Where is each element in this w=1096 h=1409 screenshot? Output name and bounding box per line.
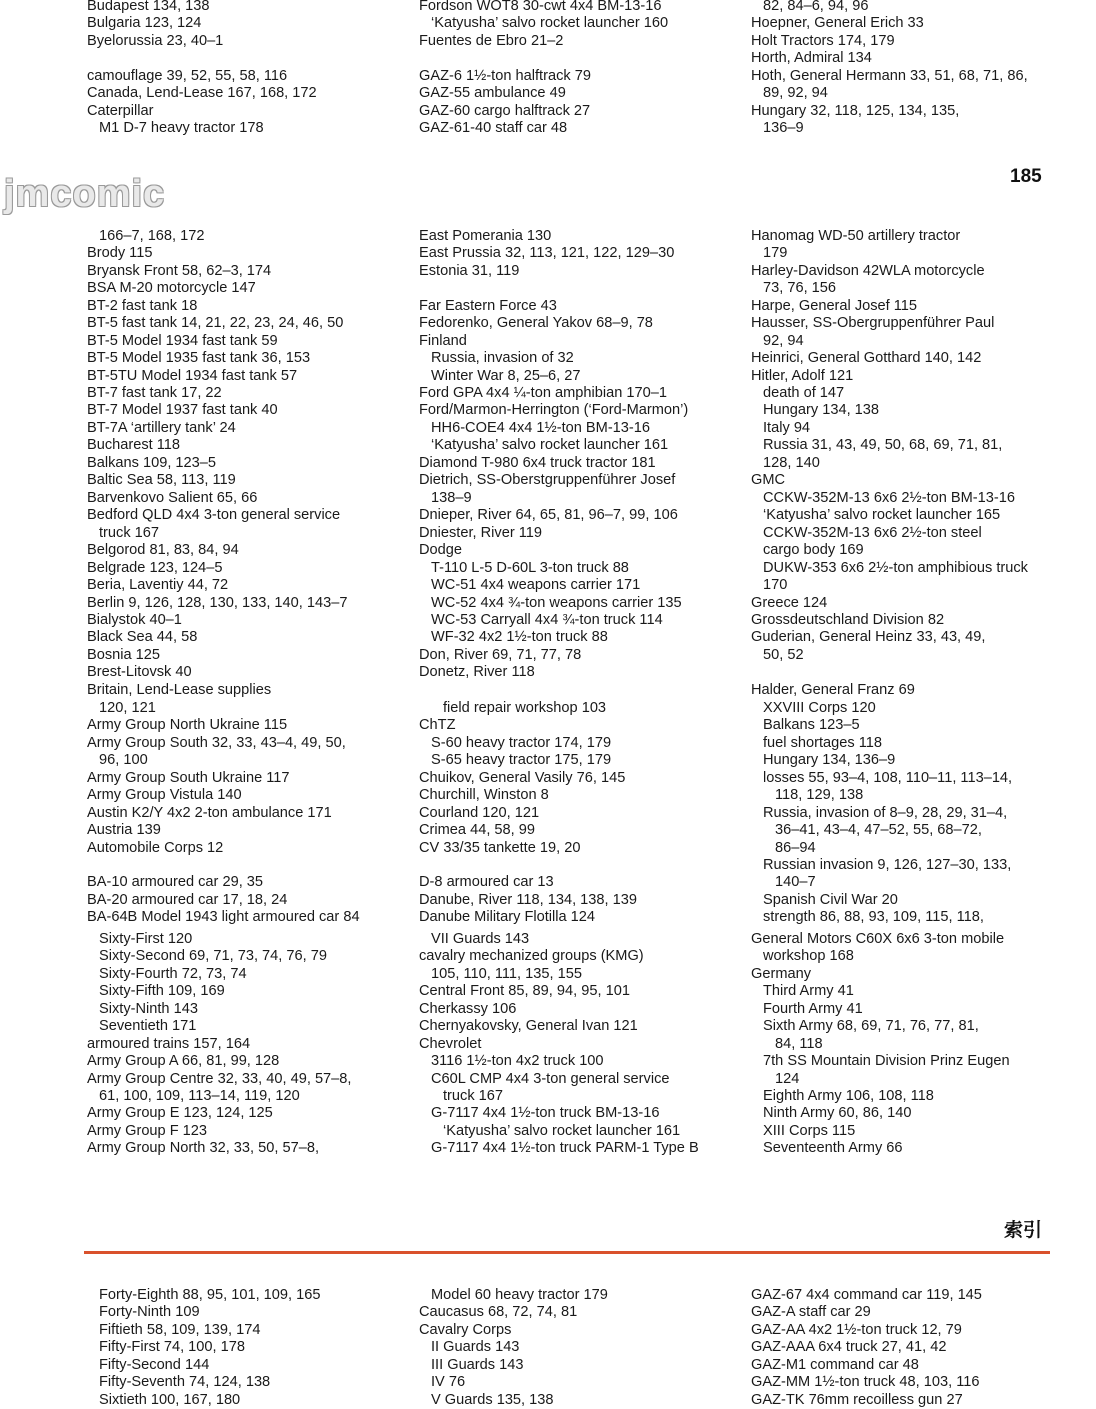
index-entry: 140–7 <box>775 874 816 891</box>
index-entry: S-65 heavy tractor 175, 179 <box>431 752 612 769</box>
index-entry: C60L CMP 4x4 3-ton general service <box>431 1070 670 1087</box>
index-entry: Bucharest 118 <box>87 437 181 454</box>
index-column-2 <box>419 700 739 927</box>
index-entry: 36–41, 43–4, 47–52, 55, 68–72, <box>775 822 982 839</box>
index-entry: Donetz, River 118 <box>419 664 535 681</box>
index-entry: Churchill, Winston 8 <box>419 787 549 804</box>
index-entry: Chernyakovsky, General Ivan 121 <box>419 1018 638 1035</box>
index-entry: Estonia 31, 119 <box>419 262 520 279</box>
index-entry: Cherkassy 106 <box>419 1000 517 1017</box>
index-entry: Army Group North 32, 33, 50, 57–8, <box>87 1140 320 1157</box>
index-entry: Dniester, River 119 <box>419 524 543 541</box>
index-entry: Ninth Army 60, 86, 140 <box>763 1105 912 1122</box>
index-column-2 <box>419 1287 739 1409</box>
index-entry: Byelorussia 23, 40–1 <box>87 32 224 49</box>
index-block-2 <box>0 228 1096 464</box>
index-entry: Central Front 85, 89, 94, 95, 101 <box>419 983 630 1000</box>
index-entry: truck 167 <box>443 1087 504 1104</box>
index-entry: Budapest 134, 138 <box>87 0 210 14</box>
index-entry: Hanomag WD-50 artillery tractor <box>751 228 961 244</box>
index-entry: BT-7 Model 1937 fast tank 40 <box>87 402 278 419</box>
index-entry: 105, 110, 111, 135, 155 <box>431 965 582 982</box>
index-entry: Russian invasion 9, 126, 127–30, 133, <box>763 856 1012 873</box>
index-entry: M1 D-7 heavy tractor 178 <box>99 120 264 137</box>
index-entry: Hausser, SS-Obergruppenführer Paul <box>751 315 995 332</box>
index-entry: Brody 115 <box>87 245 153 262</box>
index-entry: Seventeenth Army 66 <box>763 1140 903 1157</box>
index-entry: Army Group E 123, 124, 125 <box>87 1105 273 1122</box>
index-entry: T-110 L-5 D-60L 3-ton truck 88 <box>431 559 629 576</box>
index-entry: Brest-Litovsk 40 <box>87 664 192 681</box>
index-block-6 <box>0 1287 1096 1408</box>
index-entry: Sixty-Fifth 109, 169 <box>99 983 225 1000</box>
orange-rule <box>84 1251 1050 1254</box>
index-entry: Army Group A 66, 81, 99, 128 <box>87 1053 280 1070</box>
index-entry: V Guards 135, 138 <box>431 1391 554 1408</box>
index-entry: BT-7A ‘artillery tank’ 24 <box>87 419 236 436</box>
index-entry: Far Eastern Force 43 <box>419 297 557 314</box>
index-entry: BA-64B Model 1943 light armoured car 84 <box>87 909 360 926</box>
index-block-5 <box>0 931 1096 1172</box>
index-entry: BT-5 fast tank 14, 21, 22, 23, 24, 46, 50 <box>87 315 344 332</box>
index-entry: armoured trains 157, 164 <box>87 1035 251 1052</box>
index-entry: Balkans 123–5 <box>763 717 860 734</box>
index-entry: Hoepner, General Erich 33 <box>751 15 924 32</box>
index-entry: Austin K2/Y 4x2 2-ton ambulance 171 <box>87 804 332 821</box>
index-entry: Fuentes de Ebro 21–2 <box>419 32 564 49</box>
index-entry: Sixth Army 68, 69, 71, 76, 77, 81, <box>763 1018 979 1035</box>
index-entry: Halder, General Franz 69 <box>751 681 915 698</box>
index-entry: Fifty-Second 144 <box>99 1356 210 1373</box>
index-entry: ‘Katyusha’ salvo rocket launcher 161 <box>443 1122 681 1139</box>
index-entry: ChTZ <box>419 717 456 734</box>
index-entry: BT-5 Model 1934 fast tank 59 <box>87 332 278 349</box>
index-column-1 <box>87 931 407 1158</box>
index-entry: 118, 129, 138 <box>775 787 864 804</box>
index-entry: Chuikov, General Vasily 76, 145 <box>419 769 626 786</box>
index-entry: Army Group F 123 <box>87 1122 208 1139</box>
index-entry: WF-32 4x2 1½-ton truck 88 <box>431 629 608 646</box>
index-entry: Ford GPA 4x4 ¼-ton amphibian 170–1 <box>419 384 667 401</box>
index-entry: Bialystok 40–1 <box>87 611 182 628</box>
index-entry: WC-51 4x4 weapons carrier 171 <box>431 577 641 594</box>
index-entry: Sixty-Ninth 143 <box>99 1000 198 1017</box>
index-entry: Sixtieth 100, 167, 180 <box>99 1391 241 1408</box>
index-entry: Balkans 109, 123–5 <box>87 455 217 471</box>
index-entry: Russia 31, 43, 49, 50, 68, 69, 71, 81, <box>763 437 1003 454</box>
index-entry: GAZ-TK 76mm recoilless gun 27 <box>751 1391 963 1408</box>
index-entry: Dietrich, SS-Oberstgruppenführer Josef <box>419 472 676 489</box>
index-entry: Italy 94 <box>763 419 811 436</box>
index-spacer <box>87 50 407 67</box>
index-entry: D-8 armoured car 13 <box>419 874 554 891</box>
index-entry: Finland <box>419 332 467 349</box>
index-column-3 <box>751 700 1071 927</box>
index-entry: IV 76 <box>431 1374 466 1391</box>
index-entry: ‘Katyusha’ salvo rocket launcher 161 <box>431 437 669 454</box>
index-entry: HH6-COE4 4x4 1½-ton BM-13-16 <box>431 419 650 436</box>
index-entry: 61, 100, 109, 113–14, 119, 120 <box>99 1087 300 1104</box>
index-entry: Grossdeutschland Division 82 <box>751 611 945 628</box>
index-entry: GAZ-A staff car 29 <box>751 1304 871 1321</box>
index-column-3 <box>751 931 1071 1158</box>
index-spacer <box>419 50 739 67</box>
index-entry: GAZ-67 4x4 command car 119, 145 <box>751 1287 982 1303</box>
index-entry: Ford/Marmon-Herrington (‘Ford-Marmon’) <box>419 402 689 419</box>
index-entry: cargo body 169 <box>763 542 864 559</box>
index-entry: Dnieper, River 64, 65, 81, 96–7, 99, 106 <box>419 507 678 524</box>
index-entry: camouflage 39, 52, 55, 58, 116 <box>87 67 288 84</box>
index-entry: BT-5 Model 1935 fast tank 36, 153 <box>87 350 311 367</box>
index-entry: 92, 94 <box>763 332 804 349</box>
index-entry: 89, 92, 94 <box>763 85 828 102</box>
index-entry: Chevrolet <box>419 1035 482 1052</box>
index-entry: BSA M-20 motorcycle 147 <box>87 280 256 297</box>
index-spacer <box>419 857 739 874</box>
index-entry: Caucasus 68, 72, 74, 81 <box>419 1304 578 1321</box>
index-entry: workshop 168 <box>763 948 854 965</box>
index-spacer <box>419 280 739 297</box>
index-entry: fuel shortages 118 <box>763 734 882 751</box>
index-entry: strength 86, 88, 93, 109, 115, 118, <box>763 909 984 926</box>
index-entry: GAZ-6 1½-ton halftrack 79 <box>419 67 591 84</box>
index-entry: East Pomerania 130 <box>419 228 552 244</box>
index-entry: Army Group North Ukraine 115 <box>87 717 288 734</box>
index-entry: Britain, Lend-Lease supplies <box>87 681 272 698</box>
index-entry: Harley-Davidson 42WLA motorcycle <box>751 262 985 279</box>
index-entry: GMC <box>751 472 786 489</box>
index-column-1 <box>87 228 407 455</box>
index-column-2 <box>419 228 739 455</box>
index-entry: Fifty-First 74, 100, 178 <box>99 1339 245 1356</box>
watermark-logo: jmcomic <box>4 173 166 215</box>
index-entry: 86–94 <box>775 839 816 856</box>
index-entry: BA-10 armoured car 29, 35 <box>87 874 264 891</box>
index-entry: GAZ-AAA 6x4 truck 27, 41, 42 <box>751 1339 947 1356</box>
index-entry: Dodge <box>419 542 463 559</box>
index-entry: Russia, invasion of 32 <box>431 350 574 367</box>
index-entry: Forty-Ninth 109 <box>99 1304 200 1321</box>
index-entry: Harpe, General Josef 115 <box>751 297 918 314</box>
index-entry: WC-52 4x4 ¾-ton weapons carrier 135 <box>431 594 682 611</box>
index-entry: Eighth Army 106, 108, 118 <box>763 1087 934 1104</box>
index-entry: Spanish Civil War 20 <box>763 891 898 908</box>
index-entry: G-7117 4x4 1½-ton truck BM-13-16 <box>431 1105 660 1122</box>
index-entry: Bedford QLD 4x4 3-ton general service <box>87 507 341 524</box>
index-entry: Sixty-Fourth 72, 73, 74 <box>99 965 247 982</box>
index-entry: Barvenkovo Salient 65, 66 <box>87 489 258 506</box>
index-column-3 <box>751 1287 1071 1409</box>
index-entry: Beria, Laventiy 44, 72 <box>87 577 229 594</box>
index-entry: BA-20 armoured car 17, 18, 24 <box>87 891 288 908</box>
index-entry: Bryansk Front 58, 62–3, 174 <box>87 262 272 279</box>
index-entry: Winter War 8, 25–6, 27 <box>431 367 581 384</box>
index-entry: Horth, Admiral 134 <box>751 50 872 67</box>
index-entry: Black Sea 44, 58 <box>87 629 198 646</box>
index-entry: GAZ-60 cargo halftrack 27 <box>419 102 591 119</box>
index-entry: 73, 76, 156 <box>763 280 837 297</box>
index-spacer <box>87 857 407 874</box>
index-label: 索引 <box>1004 1219 1043 1241</box>
index-entry: Germany <box>751 965 812 982</box>
index-entry: GAZ-AA 4x2 1½-ton truck 12, 79 <box>751 1321 962 1338</box>
index-entry: ‘Katyusha’ salvo rocket launcher 160 <box>431 15 669 32</box>
index-block-4 <box>0 700 1096 934</box>
index-entry: Holt Tractors 174, 179 <box>751 32 895 49</box>
index-entry: Austria 139 <box>87 822 161 839</box>
index-entry: Guderian, General Heinz 33, 43, 49, <box>751 629 986 646</box>
index-entry: Seventieth 171 <box>99 1018 197 1035</box>
index-column-1 <box>87 0 407 138</box>
index-entry: BT-7 fast tank 17, 22 <box>87 384 222 401</box>
index-entry: Bulgaria 123, 124 <box>87 15 202 32</box>
index-entry: Fordson WOT8 30-cwt 4x4 BM-13-16 <box>419 0 662 14</box>
index-entry: Crimea 44, 58, 99 <box>419 822 536 839</box>
index-entry: 128, 140 <box>763 455 820 471</box>
index-entry: GAZ-61-40 staff car 48 <box>419 120 568 137</box>
index-entry: Russia, invasion of 8–9, 28, 29, 31–4, <box>763 804 1008 821</box>
index-column-1 <box>87 700 407 927</box>
index-entry: 124 <box>775 1070 800 1087</box>
index-entry: Forty-Eighth 88, 95, 101, 109, 165 <box>99 1287 321 1303</box>
index-entry: Fiftieth 58, 109, 139, 174 <box>99 1321 261 1338</box>
index-entry: Danube Military Flotilla 124 <box>419 909 596 926</box>
index-entry: S-60 heavy tractor 174, 179 <box>431 734 612 751</box>
index-entry: Belgorod 81, 83, 84, 94 <box>87 542 239 559</box>
index-entry: DUKW-353 6x6 2½-ton amphibious truck <box>763 559 1028 576</box>
index-entry: field repair workshop 103 <box>443 700 607 716</box>
index-entry: 82, 84–6, 94, 96 <box>763 0 869 14</box>
index-column-3 <box>751 228 1071 455</box>
index-entry: GAZ-M1 command car 48 <box>751 1356 919 1373</box>
index-entry: Army Group Centre 32, 33, 40, 49, 57–8, <box>87 1070 352 1087</box>
index-entry: Hoth, General Hermann 33, 51, 68, 71, 86, <box>751 67 1028 84</box>
index-entry: death of 147 <box>763 384 845 401</box>
index-spacer <box>751 664 1071 681</box>
index-entry: BT-2 fast tank 18 <box>87 297 198 314</box>
index-entry: XIII Corps 115 <box>763 1122 856 1139</box>
index-entry: WC-53 Carryall 4x4 ¾-ton truck 114 <box>431 611 663 628</box>
index-entry: Army Group South 32, 33, 43–4, 49, 50, <box>87 734 346 751</box>
page-number: 185 <box>1010 166 1042 187</box>
index-entry: 166–7, 168, 172 <box>99 228 205 244</box>
index-entry: GAZ-MM 1½-ton truck 48, 103, 116 <box>751 1374 980 1391</box>
index-entry: 120, 121 <box>99 700 156 716</box>
index-entry: truck 167 <box>99 524 160 541</box>
index-entry: Heinrici, General Gotthard 140, 142 <box>751 350 982 367</box>
index-entry: 179 <box>763 245 788 262</box>
index-entry: 3116 1½-ton 4x2 truck 100 <box>431 1053 604 1070</box>
index-entry: Berlin 9, 126, 128, 130, 133, 140, 143–7 <box>87 594 348 611</box>
index-entry: Sixty-Second 69, 71, 73, 74, 76, 79 <box>99 948 327 965</box>
index-entry: GAZ-55 ambulance 49 <box>419 85 566 102</box>
index-entry: 84, 118 <box>775 1035 823 1052</box>
index-entry: 50, 52 <box>763 646 804 663</box>
index-entry: Fifty-Seventh 74, 124, 138 <box>99 1374 271 1391</box>
index-entry: CCKW-352M-13 6x6 2½-ton steel <box>763 524 982 541</box>
index-spacer <box>419 682 739 699</box>
index-entry: CCKW-352M-13 6x6 2½-ton BM-13-16 <box>763 489 1015 506</box>
index-entry: BT-5TU Model 1934 fast tank 57 <box>87 367 298 384</box>
index-entry: cavalry mechanized groups (KMG) <box>419 948 644 965</box>
index-block-3 <box>0 455 1096 698</box>
index-entry: Baltic Sea 58, 113, 119 <box>87 472 236 489</box>
index-entry: 7th SS Mountain Division Prinz Eugen <box>763 1053 1010 1070</box>
index-entry: Hungary 134, 136–9 <box>763 752 896 769</box>
index-entry: 138–9 <box>431 489 472 506</box>
index-entry: Fedorenko, General Yakov 68–9, 78 <box>419 315 653 332</box>
index-entry: Cavalry Corps <box>419 1321 512 1338</box>
index-entry: Hungary 134, 138 <box>763 402 880 419</box>
index-block-1 <box>0 0 1096 140</box>
index-entry: East Prussia 32, 113, 121, 122, 129–30 <box>419 245 675 262</box>
index-column-1 <box>87 1287 407 1409</box>
index-entry: ‘Katyusha’ salvo rocket launcher 165 <box>763 507 1001 524</box>
index-entry: Canada, Lend-Lease 167, 168, 172 <box>87 85 317 102</box>
index-entry: III Guards 143 <box>431 1356 524 1373</box>
index-entry: Third Army 41 <box>763 983 854 1000</box>
index-column-2 <box>419 931 739 1158</box>
index-entry: 170 <box>763 577 788 594</box>
index-entry: Danube, River 118, 134, 138, 139 <box>419 891 637 908</box>
index-entry: Army Group South Ukraine 117 <box>87 769 290 786</box>
index-entry: Automobile Corps 12 <box>87 839 224 856</box>
index-column-1 <box>87 455 407 699</box>
index-entry: XXVIII Corps 120 <box>763 700 876 716</box>
index-entry: G-7117 4x4 1½-ton truck PARM-1 Type B <box>431 1140 699 1157</box>
index-entry: Caterpillar <box>87 102 154 119</box>
index-entry: Bosnia 125 <box>87 646 161 663</box>
index-entry: General Motors C60X 6x6 3-ton mobile <box>751 931 1005 947</box>
index-entry: Belgrade 123, 124–5 <box>87 559 223 576</box>
index-entry: Army Group Vistula 140 <box>87 787 242 804</box>
index-entry: 96, 100 <box>99 752 148 769</box>
index-entry: Model 60 heavy tractor 179 <box>431 1287 608 1303</box>
index-entry: Don, River 69, 71, 77, 78 <box>419 646 582 663</box>
index-column-3 <box>751 0 1071 138</box>
index-entry: losses 55, 93–4, 108, 110–11, 113–14, <box>763 769 1013 786</box>
index-column-3 <box>751 455 1071 699</box>
index-entry: Fourth Army 41 <box>763 1000 863 1017</box>
index-entry: Hungary 32, 118, 125, 134, 135, <box>751 102 960 119</box>
index-entry: VII Guards 143 <box>431 931 530 947</box>
index-entry: Greece 124 <box>751 594 828 611</box>
index-entry: Courland 120, 121 <box>419 804 540 821</box>
index-column-2 <box>419 455 739 699</box>
index-entry: Sixty-First 120 <box>99 931 193 947</box>
index-entry: Hitler, Adolf 121 <box>751 367 854 384</box>
index-entry: II Guards 143 <box>431 1339 520 1356</box>
index-entry: 136–9 <box>763 120 804 137</box>
index-column-2 <box>419 0 739 138</box>
index-entry: Diamond T-980 6x4 truck tractor 181 <box>419 455 656 471</box>
index-entry: CV 33/35 tankette 19, 20 <box>419 839 581 856</box>
